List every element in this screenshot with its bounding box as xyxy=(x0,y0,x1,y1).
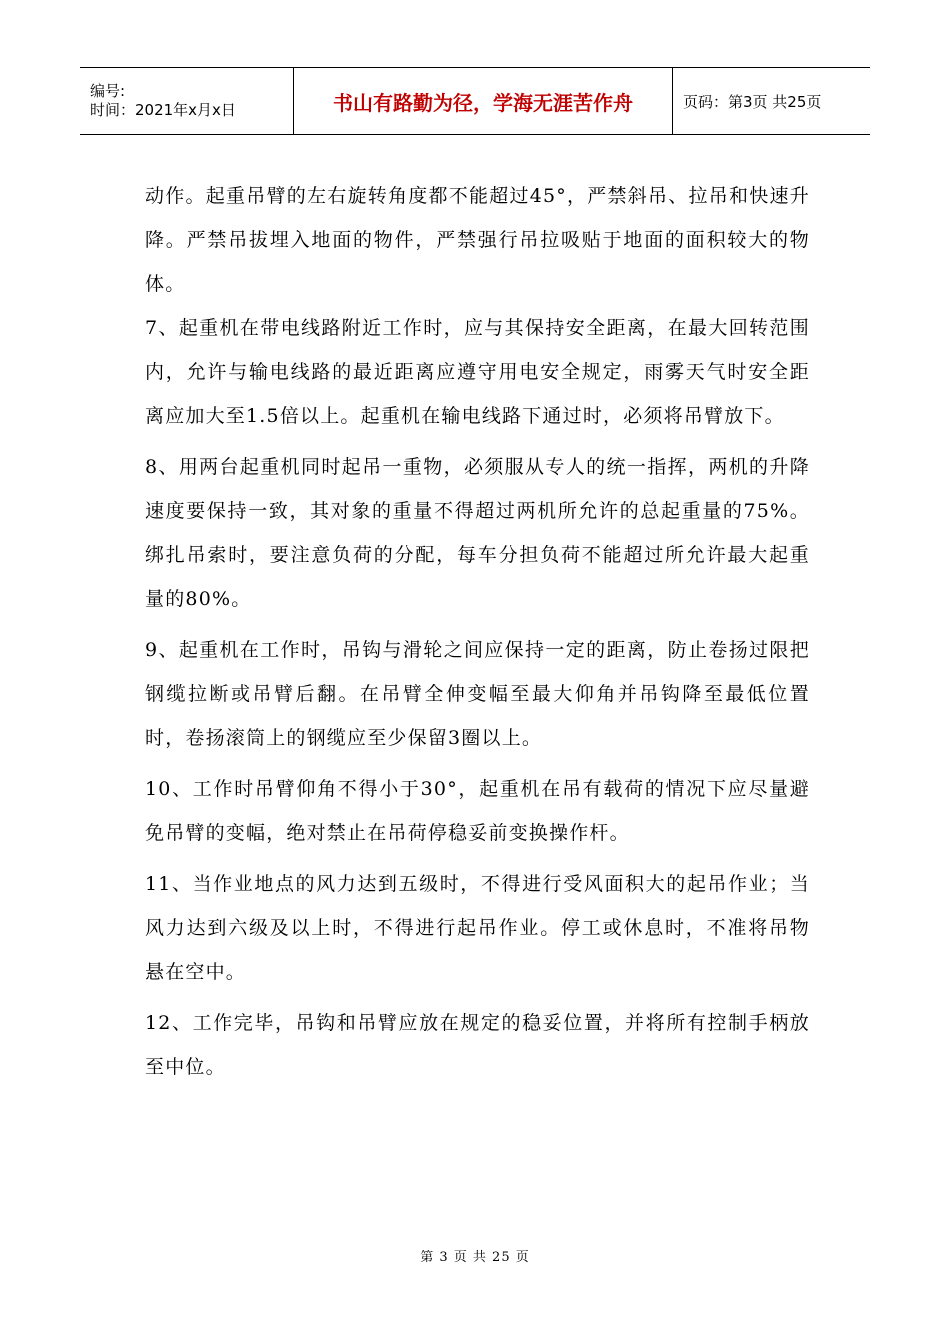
paragraph: 9、起重机在工作时，吊钩与滑轮之间应保持一定的距离，防止卷扬过限把钢缆拉断或吊臂后翻。在吊臂全伸变幅至最大仰角并吊钩降至最低位置时，卷扬滚筒上的钢缆应至少保留3圈以上。 xyxy=(145,639,810,749)
paragraph: 10、工作时吊臂仰角不得小于30°，起重机在吊有载荷的情况下应尽量避免吊臂的变幅，绝对禁止在吊荷停稳妥前变换操作杆。 xyxy=(145,778,810,844)
page-footer: 第 3 页 共 25 页 xyxy=(420,1250,530,1265)
paragraph: 11、当作业地点的风力达到五级时，不得进行受风面积大的起吊作业；当风力达到六级及以上时，不得进行起吊作业。停工或休息时，不准将吊物悬在空中。 xyxy=(145,873,810,983)
document-body xyxy=(145,174,810,1096)
document-header xyxy=(80,67,870,135)
paragraph: 12、工作完毕，吊钩和吊臂应放在规定的稳妥位置，并将所有控制手柄放至中位。 xyxy=(145,1012,810,1078)
paragraph: 7、起重机在带电线路附近工作时，应与其保持安全距离，在最大回转范围内，允许与输电线路的最近距离应遵守用电安全规定，雨雾天气时安全距离应加大至1.5倍以上。起重机在输电线路下通过时，必须将吊臂放下。 xyxy=(145,317,810,427)
paragraph: 动作。起重吊臂的左右旋转角度都不能超过45°，严禁斜吊、拉吊和快速升降。严禁吊拔埋入地面的物件，严禁强行吊拉吸贴于地面的面积较大的物体。 xyxy=(145,185,810,295)
document-number-label: 编号: xyxy=(90,82,126,100)
paragraph: 8、用两台起重机同时起吊一重物，必须服从专人的统一指挥，两机的升降速度要保持一致，其对象的重量不得超过两机所允许的总起重量的75%。绑扎吊索时，要注意负荷的分配，每车分担负荷不能超过所允许最大起重量的80%。 xyxy=(145,456,810,610)
header-motto: 书山有路勤为径，学海无涯苦作舟 xyxy=(294,68,673,135)
document-date: 时间：2021年x月x日 xyxy=(90,101,236,119)
header-page-info: 页码：第3页 共25页 xyxy=(673,68,871,135)
header-meta-cell xyxy=(80,68,294,135)
